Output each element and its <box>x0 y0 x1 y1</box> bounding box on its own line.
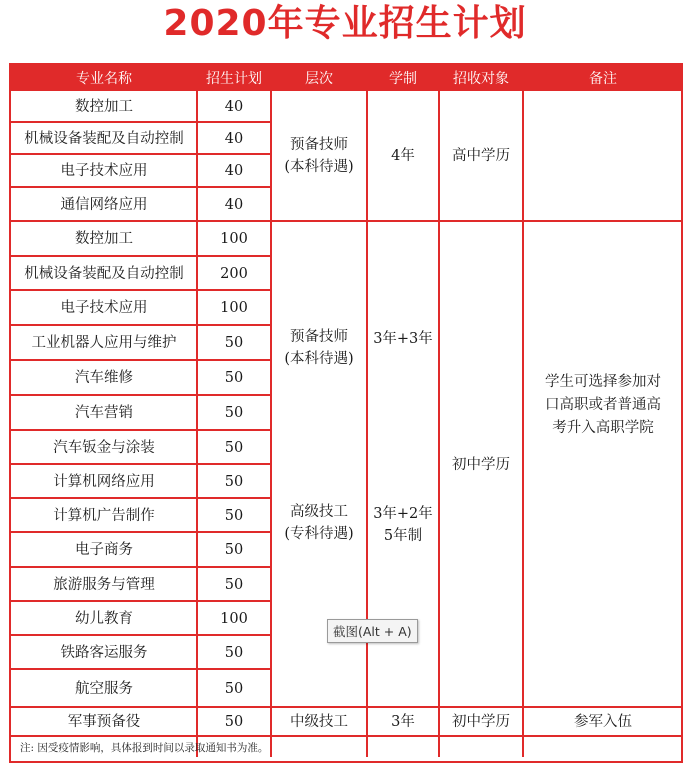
table-row-major: 计算机广告制作 <box>53 507 155 524</box>
table-row-plan: 100 <box>220 610 248 627</box>
group2-duration-b <box>367 502 439 548</box>
group2-duration-a: 3年+3年 <box>373 331 433 347</box>
table-row-plan: 50 <box>224 507 244 524</box>
table-row-plan: 40 <box>224 98 244 115</box>
header-remark: 备注 <box>523 65 683 91</box>
table-row-major: 电子技术应用 <box>60 300 148 316</box>
group1-level <box>271 91 367 221</box>
remark-line: 考升入高职学院 <box>552 419 654 436</box>
table-row-major: 汽车钣金与涂装 <box>53 439 155 456</box>
table-row-plan: 40 <box>224 130 244 147</box>
header-level: 层次 <box>271 65 367 91</box>
table-row-plan: 50 <box>224 335 244 351</box>
enrollment-table <box>9 63 683 763</box>
header-plan: 招生计划 <box>197 65 271 91</box>
group1-duration: 4年 <box>391 148 415 164</box>
table-row-plan: 200 <box>220 265 248 282</box>
table-row-plan: 50 <box>224 473 244 490</box>
last-row-target: 初中学历 <box>452 714 510 730</box>
group2-level-a <box>271 323 367 373</box>
group2-target: 初中学历 <box>452 456 510 473</box>
table-row-plan: 50 <box>224 714 244 730</box>
header-duration: 学制 <box>367 65 439 91</box>
duration-line: 3年+2年 <box>373 506 433 522</box>
header-major: 专业名称 <box>11 65 197 91</box>
table-row-plan: 40 <box>224 196 244 213</box>
table-row-plan: 50 <box>224 439 244 456</box>
table-row-major: 航空服务 <box>75 680 133 697</box>
level-line: (专科待遇) <box>284 526 354 542</box>
table-row-major: 汽车营销 <box>75 405 133 421</box>
table-row-plan: 50 <box>224 542 244 558</box>
table-row-major: 机械设备装配及自动控制 <box>24 130 184 147</box>
table-row-major: 工业机器人应用与维护 <box>31 335 177 351</box>
table-row-plan: 50 <box>224 644 244 661</box>
level-line: 高级技工 <box>290 504 348 520</box>
level-line: (本科待遇) <box>284 159 354 175</box>
footnote: 注: 因受疫情影响，具体报到时间以录取通知书为准。 <box>20 742 269 754</box>
level-line: 预备技师 <box>290 137 348 153</box>
header-target: 招收对象 <box>439 65 523 91</box>
table-row-major: 电子技术应用 <box>60 163 148 179</box>
table-row-major: 计算机网络应用 <box>53 473 155 490</box>
table-row-major: 电子商务 <box>75 542 133 558</box>
table-row-major: 通信网络应用 <box>60 196 148 213</box>
page-title: 2020年专业招生计划 <box>163 3 527 44</box>
table-row-plan: 40 <box>224 163 244 179</box>
table-row-major: 铁路客运服务 <box>60 644 148 661</box>
duration-line: 5年制 <box>383 528 423 544</box>
table-row-plan: 100 <box>220 300 248 316</box>
table-row-major: 旅游服务与管理 <box>53 576 155 593</box>
last-row-duration: 3年 <box>391 714 415 730</box>
table-row-major: 机械设备装配及自动控制 <box>24 265 184 282</box>
table-row-plan: 100 <box>220 231 248 247</box>
group1-target: 高中学历 <box>452 148 510 164</box>
last-row-level: 中级技工 <box>290 714 348 730</box>
table-row-major: 数控加工 <box>75 98 133 115</box>
table-row-plan: 50 <box>224 405 244 421</box>
remark-line: 学生可选择参加对 <box>545 373 661 390</box>
level-line: 预备技师 <box>290 329 348 345</box>
group2-level-b <box>271 498 367 548</box>
group2-remark <box>523 365 683 445</box>
table-row-plan: 50 <box>224 576 244 593</box>
screenshot-tooltip: 截图(Alt + A) <box>327 619 418 643</box>
table-row-major: 军事预备役 <box>67 714 141 730</box>
table-row-major: 数控加工 <box>75 231 133 247</box>
table-row-major: 汽车维修 <box>75 370 133 386</box>
table-row-plan: 50 <box>224 680 244 697</box>
level-line: (本科待遇) <box>284 351 354 367</box>
table-row-plan: 50 <box>224 370 244 386</box>
table-row-major: 幼儿教育 <box>75 610 133 627</box>
last-row-remark: 参军入伍 <box>574 714 632 730</box>
remark-line: 口高职或者普通高 <box>545 396 661 413</box>
